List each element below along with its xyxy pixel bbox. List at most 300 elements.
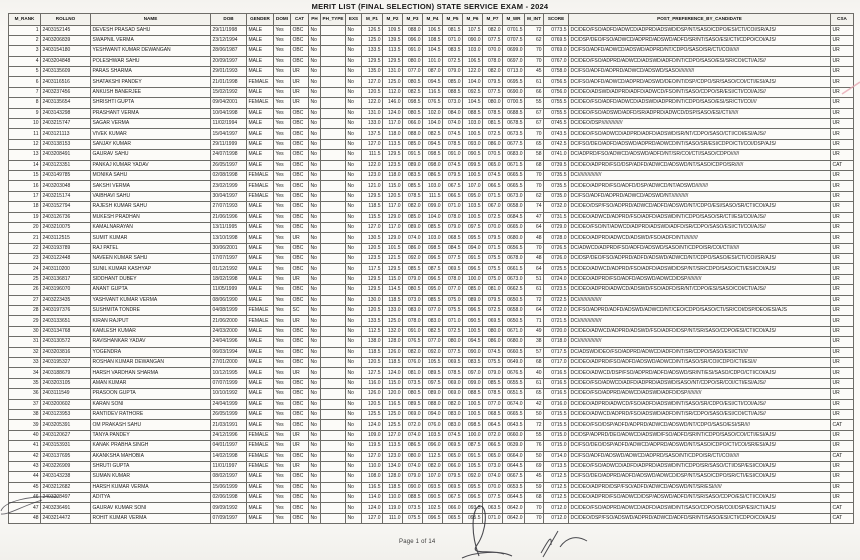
cell-dob: 29/11/1998 xyxy=(211,25,247,35)
cell-m_p7: 074.5 xyxy=(483,347,503,357)
cell-m_rank: 44 xyxy=(9,472,41,482)
cell-ph: No xyxy=(309,77,321,87)
cell-score: 0731.5 xyxy=(544,212,569,222)
cell-m_p2: 123.5 xyxy=(383,160,403,170)
cell-post_preference_by_candidate: DC/FSO/ADFD/ADPRD/ADWCD/ADSWD/SASO/////////// xyxy=(569,67,831,77)
cell-score: 0773.5 xyxy=(544,25,569,35)
cell-m_rank: 5 xyxy=(9,67,41,77)
cell-score: 0716.5 xyxy=(544,389,569,399)
cell-m_wr: 0660.5 xyxy=(503,347,525,357)
cell-dob: 24/12/1996 xyxy=(211,430,247,440)
cell-csa: UR xyxy=(831,389,854,399)
cell-m_wr: 0695.5 xyxy=(503,77,525,87)
cell-m_rank: 1 xyxy=(9,25,41,35)
col-header-m_p5: M_P5 xyxy=(443,14,463,26)
cell-name: PANKAJ KUMAR YADAV xyxy=(91,160,211,170)
cell-m_p6: 103.0 xyxy=(463,46,483,56)
cell-exs: No xyxy=(346,150,362,160)
col-header-m_wr: M_WR xyxy=(503,14,525,26)
cell-m_wr: 0671.0 xyxy=(503,326,525,336)
cell-m_p2: 125.0 xyxy=(383,409,403,419)
cell-m_p3: 081.0 xyxy=(403,368,423,378)
cell-m_p4: 093.5 xyxy=(423,482,443,492)
table-row xyxy=(9,25,854,35)
cell-m_p7: 075.5 xyxy=(483,358,503,368)
cell-ph: No xyxy=(309,170,321,180)
cell-m_p6: 093.0 xyxy=(463,139,483,149)
cell-cat: OBC xyxy=(291,295,309,305)
cell-m_p6: 100.5 xyxy=(463,409,483,419)
cell-name: OM PRAKASH SAHU xyxy=(91,420,211,430)
cell-m_p6: 090.5 xyxy=(463,316,483,326)
cell-rollno: 2403193789 xyxy=(41,243,91,253)
cell-m_p1: 121.0 xyxy=(362,181,383,191)
cell-m_rank: 36 xyxy=(9,389,41,399)
cell-m_p2: 116.5 xyxy=(383,399,403,409)
table-row xyxy=(9,316,854,326)
cell-exs: No xyxy=(346,46,362,56)
cell-domi: Yes xyxy=(274,451,291,461)
cell-gender: MALE xyxy=(247,25,274,35)
cell-m_p1: 120.5 xyxy=(362,87,383,97)
cell-gender: FEMALE xyxy=(247,306,274,316)
cell-m_p6: 094.5 xyxy=(463,337,483,347)
cell-name: KANAK PRABHA SINGH xyxy=(91,441,211,451)
cell-m_p6: 097.0 xyxy=(463,368,483,378)
col-header-csa: CSA xyxy=(831,14,854,26)
cell-m_p3: 074.0 xyxy=(403,233,423,243)
cell-rollno: 2403138153 xyxy=(41,139,91,149)
cell-m_p7: 066.5 xyxy=(483,441,503,451)
cell-ph: No xyxy=(309,337,321,347)
merit-table-header xyxy=(9,14,854,26)
cell-m_p6: 093.5 xyxy=(463,503,483,513)
cell-ph: No xyxy=(309,233,321,243)
cell-exs: No xyxy=(346,472,362,482)
cell-post_preference_by_candidate: DC/DEO/ADPRD/FSO/DSP/ADFD/ADWCD/ADSWD/NT/SASO/CDPO/SR////// xyxy=(569,160,831,170)
cell-csa: UR xyxy=(831,430,854,440)
cell-m_p6: 100.5 xyxy=(463,399,483,409)
cell-m_p2: 117.0 xyxy=(383,202,403,212)
cell-m_p2: 133.0 xyxy=(383,306,403,316)
cell-domi: Yes xyxy=(274,420,291,430)
cell-domi: Yes xyxy=(274,347,291,357)
cell-ph: No xyxy=(309,430,321,440)
cell-ph_type xyxy=(321,139,346,149)
cell-m_p4: 082.5 xyxy=(423,129,443,139)
cell-m_rank: 2 xyxy=(9,35,41,45)
cell-m_wr: 0660.0 xyxy=(503,430,525,440)
cell-domi: Yes xyxy=(274,295,291,305)
cell-dob: 20/09/1997 xyxy=(211,56,247,66)
cell-m_int: 72 xyxy=(525,420,544,430)
cell-m_p7: 078.0 xyxy=(483,56,503,66)
cell-score: 0769.5 xyxy=(544,35,569,45)
cell-rollno: 2403215747 xyxy=(41,119,91,129)
cell-m_wr: 0665.5 xyxy=(503,409,525,419)
cell-rollno: 2403214472 xyxy=(41,513,91,523)
cell-cat: OBC xyxy=(291,358,309,368)
cell-m_p2: 125.5 xyxy=(383,420,403,430)
cell-score: 0716.5 xyxy=(544,378,569,388)
cell-exs: No xyxy=(346,233,362,243)
cell-m_p3: 074.0 xyxy=(403,430,423,440)
cell-m_int: 57 xyxy=(525,347,544,357)
table-row xyxy=(9,160,854,170)
cell-m_wr: 0680.0 xyxy=(503,233,525,243)
cell-m_p1: 129.5 xyxy=(362,191,383,201)
cell-m_p7: 080.0 xyxy=(483,326,503,336)
cell-score: 0716.0 xyxy=(544,399,569,409)
cell-dob: 04/01/1997 xyxy=(211,441,247,451)
cell-m_wr: 0643.5 xyxy=(503,420,525,430)
cell-ph: No xyxy=(309,129,321,139)
cell-m_p7: 075.5 xyxy=(483,264,503,274)
cell-m_p5: 080.0 xyxy=(443,337,463,347)
cell-post_preference_by_candidate: DC/DEO/FSO/ADPRD/ADWCD/ADSWD/ADFD/DSP////////// xyxy=(569,389,831,399)
cell-domi: Yes xyxy=(274,461,291,471)
cell-m_p2: 109.5 xyxy=(383,25,403,35)
cell-name: MONIKA SAHU xyxy=(91,170,211,180)
cell-m_p1: 118.5 xyxy=(362,347,383,357)
cell-gender: FEMALE xyxy=(247,461,274,471)
cell-name: SWAPNIL VERMA xyxy=(91,35,211,45)
cell-m_p4: 103.0 xyxy=(423,233,443,243)
cell-m_rank: 30 xyxy=(9,326,41,336)
table-row xyxy=(9,503,854,513)
cell-rollno: 2403134768 xyxy=(41,326,91,336)
cell-cat: OBC xyxy=(291,170,309,180)
cell-ph: No xyxy=(309,306,321,316)
cell-domi: Yes xyxy=(274,399,291,409)
cell-ph: No xyxy=(309,441,321,451)
cell-gender: MALE xyxy=(247,35,274,45)
cell-domi: Yes xyxy=(274,316,291,326)
cell-m_p5: 079.5 xyxy=(443,472,463,482)
cell-dob: 26/05/1997 xyxy=(211,160,247,170)
cell-dob: 18/02/1998 xyxy=(211,274,247,284)
cell-ph: No xyxy=(309,98,321,108)
cell-m_p3: 079.0 xyxy=(403,472,423,482)
cell-m_p3: 080.5 xyxy=(403,108,423,118)
cell-domi: Yes xyxy=(274,337,291,347)
cell-gender: FEMALE xyxy=(247,441,274,451)
table-row xyxy=(9,358,854,368)
cell-m_p5: 074.5 xyxy=(443,430,463,440)
cell-post_preference_by_candidate: DC///////////////// xyxy=(569,170,831,180)
cell-exs: No xyxy=(346,337,362,347)
cell-m_p2: 128.0 xyxy=(383,337,403,347)
cell-dob: 09/09/1992 xyxy=(211,503,247,513)
cell-m_wr: 0658.0 xyxy=(503,202,525,212)
cell-m_wr: 0684.5 xyxy=(503,212,525,222)
cell-dob: 24/04/1996 xyxy=(211,337,247,347)
table-row xyxy=(9,35,854,45)
header-row xyxy=(9,14,854,26)
cell-m_p2: 113.5 xyxy=(383,441,403,451)
cell-m_p4: 101.0 xyxy=(423,56,443,66)
cell-m_p5: 066.0 xyxy=(443,461,463,471)
cell-m_rank: 9 xyxy=(9,108,41,118)
cell-name: VAIBHAVI SAHU xyxy=(91,191,211,201)
cell-gender: MALE xyxy=(247,46,274,56)
cell-m_int: 55 xyxy=(525,430,544,440)
cell-score: 0712.5 xyxy=(544,482,569,492)
cell-m_p5: 081.5 xyxy=(443,25,463,35)
cell-m_wr: 0661.5 xyxy=(503,264,525,274)
cell-cat: OBC xyxy=(291,389,309,399)
cell-name: AMAN KUMAR xyxy=(91,378,211,388)
cell-csa: UR xyxy=(831,25,854,35)
table-row xyxy=(9,482,854,492)
cell-score: 0739.5 xyxy=(544,160,569,170)
cell-ph: No xyxy=(309,108,321,118)
cell-m_wr: 0649.0 xyxy=(503,358,525,368)
cell-score: 0735.5 xyxy=(544,170,569,180)
cell-m_p7: 070.5 xyxy=(483,150,503,160)
cell-name: SUMIT KUMAR xyxy=(91,233,211,243)
cell-m_p6: 103.0 xyxy=(463,119,483,129)
cell-rollno: 2403210075 xyxy=(41,222,91,232)
cell-domi: Yes xyxy=(274,119,291,129)
cell-gender: MALE xyxy=(247,513,274,523)
cell-m_wr: 0665.5 xyxy=(503,170,525,180)
cell-m_p7: 079.5 xyxy=(483,233,503,243)
cell-name: RAVISHANKAR YADAV xyxy=(91,337,211,347)
cell-dob: 04/08/1999 xyxy=(211,306,247,316)
cell-m_rank: 43 xyxy=(9,461,41,471)
cell-rollno: 2403116516 xyxy=(41,77,91,87)
cell-m_p4: 104.0 xyxy=(423,212,443,222)
cell-ph: No xyxy=(309,222,321,232)
cell-m_p4: 082.5 xyxy=(423,326,443,336)
cell-m_p5: 078.5 xyxy=(443,368,463,378)
cell-cat: OBC xyxy=(291,139,309,149)
cell-gender: FEMALE xyxy=(247,430,274,440)
cell-cat: OBC xyxy=(291,285,309,295)
cell-cat: OBC xyxy=(291,119,309,129)
cell-ph_type xyxy=(321,337,346,347)
cell-exs: No xyxy=(346,129,362,139)
cell-m_rank: 42 xyxy=(9,451,41,461)
cell-m_p6: 087.5 xyxy=(463,441,483,451)
cell-m_p3: 089.5 xyxy=(403,399,423,409)
cell-ph_type xyxy=(321,264,346,274)
cell-name: SUSHMITA TONDRE xyxy=(91,306,211,316)
cell-name: GAURAV KUMAR SONI xyxy=(91,503,211,513)
cell-m_p2: 126.0 xyxy=(383,347,403,357)
cell-domi: Yes xyxy=(274,108,291,118)
cell-name: YASHVANT KUMAR VERMA xyxy=(91,295,211,305)
cell-m_rank: 14 xyxy=(9,160,41,170)
cell-post_preference_by_candidate: DC/FSO/DEO/ADFD/ADSWD/ADPRD/ADWCD/NT/SASO/SR/ESI/CDPO/CTI/COI/DSP/AJS/ xyxy=(569,139,831,149)
cell-m_p6: 085.0 xyxy=(463,285,483,295)
cell-m_p7: 070.0 xyxy=(483,482,503,492)
cell-m_p6: 096.5 xyxy=(463,264,483,274)
cell-csa: UR xyxy=(831,67,854,77)
cell-exs: No xyxy=(346,399,362,409)
cell-m_p3: 086.0 xyxy=(403,243,423,253)
cell-m_p7: 068.5 xyxy=(483,409,503,419)
cell-m_p1: 137.5 xyxy=(362,129,383,139)
cell-domi: Yes xyxy=(274,46,291,56)
cell-cat: OBC xyxy=(291,222,309,232)
cell-domi: Yes xyxy=(274,222,291,232)
cell-m_p5: 067.5 xyxy=(443,181,463,191)
cell-cat: OBC xyxy=(291,191,309,201)
cell-m_p1: 127.0 xyxy=(362,513,383,523)
table-row xyxy=(9,212,854,222)
cell-m_int: 64 xyxy=(525,222,544,232)
cell-m_rank: 22 xyxy=(9,243,41,253)
cell-m_p4: 094.5 xyxy=(423,139,443,149)
cell-score: 0712.5 xyxy=(544,493,569,503)
cell-m_p3: 080.5 xyxy=(403,77,423,87)
cell-domi: Yes xyxy=(274,212,291,222)
cell-rollno: 2403196070 xyxy=(41,285,91,295)
cell-m_p2: 128.0 xyxy=(383,472,403,482)
cell-m_rank: 32 xyxy=(9,347,41,357)
cell-ph: No xyxy=(309,202,321,212)
cell-cat: OBC xyxy=(291,378,309,388)
cell-m_p6: 099.5 xyxy=(463,160,483,170)
cell-post_preference_by_candidate: DC/DEO/ADPRD/FSO/ADFD/ADSWD/ADWCD/NT/SASO/SR/COI/CDPO/CTI/ESI/// xyxy=(569,358,831,368)
cell-m_p2: 129.0 xyxy=(383,212,403,222)
cell-dob: 24/04/1999 xyxy=(211,399,247,409)
cell-m_rank: 47 xyxy=(9,503,41,513)
cell-m_p1: 135.0 xyxy=(362,67,383,77)
cell-cat: UR xyxy=(291,441,309,451)
cell-ph_type xyxy=(321,160,346,170)
cell-m_p6: 094.0 xyxy=(463,243,483,253)
table-row xyxy=(9,129,854,139)
cell-ph: No xyxy=(309,409,321,419)
cell-score: 0718.0 xyxy=(544,337,569,347)
cell-name: ANANT GUPTA xyxy=(91,285,211,295)
cell-m_p5: 069.0 xyxy=(443,378,463,388)
cell-m_int: 70 xyxy=(525,129,544,139)
cell-m_p1: 127.0 xyxy=(362,139,383,149)
cell-score: 0726.0 xyxy=(544,254,569,264)
cell-name: PARAS SHARMA xyxy=(91,67,211,77)
cell-ph_type xyxy=(321,451,346,461)
cell-cat: UR xyxy=(291,77,309,87)
cell-m_p7: 063.5 xyxy=(483,503,503,513)
cell-csa: UR xyxy=(831,337,854,347)
cell-score: 0722.5 xyxy=(544,295,569,305)
cell-score: 0724.0 xyxy=(544,274,569,284)
cell-ph_type xyxy=(321,285,346,295)
cell-m_wr: 0642.0 xyxy=(503,503,525,513)
cell-post_preference_by_candidate: DC/DEO/ADPRD/FSO/ADFD/DSP/ADWCD/NT/ADSWD///////// xyxy=(569,181,831,191)
cell-rollno: 2403135609 xyxy=(41,67,91,77)
cell-m_p5: 068.5 xyxy=(443,233,463,243)
cell-domi: Yes xyxy=(274,493,291,503)
cell-m_p4: 082.0 xyxy=(423,461,443,471)
cell-gender: MALE xyxy=(247,358,274,368)
cell-m_wr: 0651.5 xyxy=(503,389,525,399)
cell-m_rank: 4 xyxy=(9,56,41,66)
cell-ph: No xyxy=(309,368,321,378)
cell-m_p2: 113.5 xyxy=(383,46,403,56)
cell-m_p1: 118.5 xyxy=(362,202,383,212)
cell-dob: 17/07/1997 xyxy=(211,254,247,264)
cell-csa: UR xyxy=(831,98,854,108)
cell-m_p5: 069.5 xyxy=(443,482,463,492)
cell-m_p1: 129.5 xyxy=(362,56,383,66)
cell-gender: MALE xyxy=(247,233,274,243)
cell-rollno: 2403153931 xyxy=(41,441,91,451)
cell-name: ADITYA xyxy=(91,493,211,503)
cell-ph_type xyxy=(321,150,346,160)
cell-m_p5: 078.5 xyxy=(443,139,463,149)
cell-csa: UR xyxy=(831,35,854,45)
cell-rollno: 2403152794 xyxy=(41,202,91,212)
cell-m_p4: 112.5 xyxy=(423,451,443,461)
cell-m_p2: 120.0 xyxy=(383,389,403,399)
cell-m_p2: 115.0 xyxy=(383,274,403,284)
cell-m_p5: 069.5 xyxy=(443,441,463,451)
cell-m_p7: 067.0 xyxy=(483,202,503,212)
cell-domi: Yes xyxy=(274,306,291,316)
cell-m_p4: 090.5 xyxy=(423,493,443,503)
cell-m_p2: 117.0 xyxy=(383,222,403,232)
cell-score: 0755.5 xyxy=(544,98,569,108)
cell-dob: 29/01/1993 xyxy=(211,67,247,77)
cell-m_p4: 096.0 xyxy=(423,441,443,451)
cell-name: SANJAY KUMAR xyxy=(91,139,211,149)
col-header-m_p3: M_P3 xyxy=(403,14,423,26)
cell-gender: FEMALE xyxy=(247,98,274,108)
cell-ph_type xyxy=(321,430,346,440)
cell-rollno: 2403123351 xyxy=(41,160,91,170)
table-row xyxy=(9,368,854,378)
cell-cat: OBC xyxy=(291,56,309,66)
cell-score: 0756.0 xyxy=(544,87,569,97)
cell-m_p6: 083.5 xyxy=(463,358,483,368)
cell-m_p4: 085.5 xyxy=(423,295,443,305)
cell-m_p7: 082.0 xyxy=(483,67,503,77)
cell-m_p4: 103.0 xyxy=(423,181,443,191)
cell-m_p5: 074.5 xyxy=(443,129,463,139)
cell-gender: FEMALE xyxy=(247,181,274,191)
cell-m_p3: 076.5 xyxy=(403,337,423,347)
cell-m_p4: 107.0 xyxy=(423,472,443,482)
cell-ph_type xyxy=(321,482,346,492)
cell-m_p4: 089.0 xyxy=(423,389,443,399)
cell-rollno: 2403123953 xyxy=(41,409,91,419)
cell-domi: Yes xyxy=(274,87,291,97)
cell-m_p1: 110.0 xyxy=(362,461,383,471)
cell-name: PRASOON GUPTA xyxy=(91,389,211,399)
cell-csa: UR xyxy=(831,316,854,326)
cell-name: HARSH VARDHAN SHARMA xyxy=(91,368,211,378)
cell-exs: No xyxy=(346,56,362,66)
cell-domi: Yes xyxy=(274,254,291,264)
cell-m_p5: 083.0 xyxy=(443,409,463,419)
cell-rollno: 2403122448 xyxy=(41,254,91,264)
cell-m_p6: 100.5 xyxy=(463,212,483,222)
cell-exs: No xyxy=(346,513,362,523)
cell-rollno: 2403237456 xyxy=(41,87,91,97)
cell-rollno: 2403137695 xyxy=(41,451,91,461)
cell-m_p5: 078.0 xyxy=(443,274,463,284)
cell-dob: 27/07/1993 xyxy=(211,202,247,212)
cell-m_wr: 0674.0 xyxy=(503,399,525,409)
cell-gender: MALE xyxy=(247,399,274,409)
cell-m_rank: 17 xyxy=(9,191,41,201)
cell-ph_type xyxy=(321,316,346,326)
